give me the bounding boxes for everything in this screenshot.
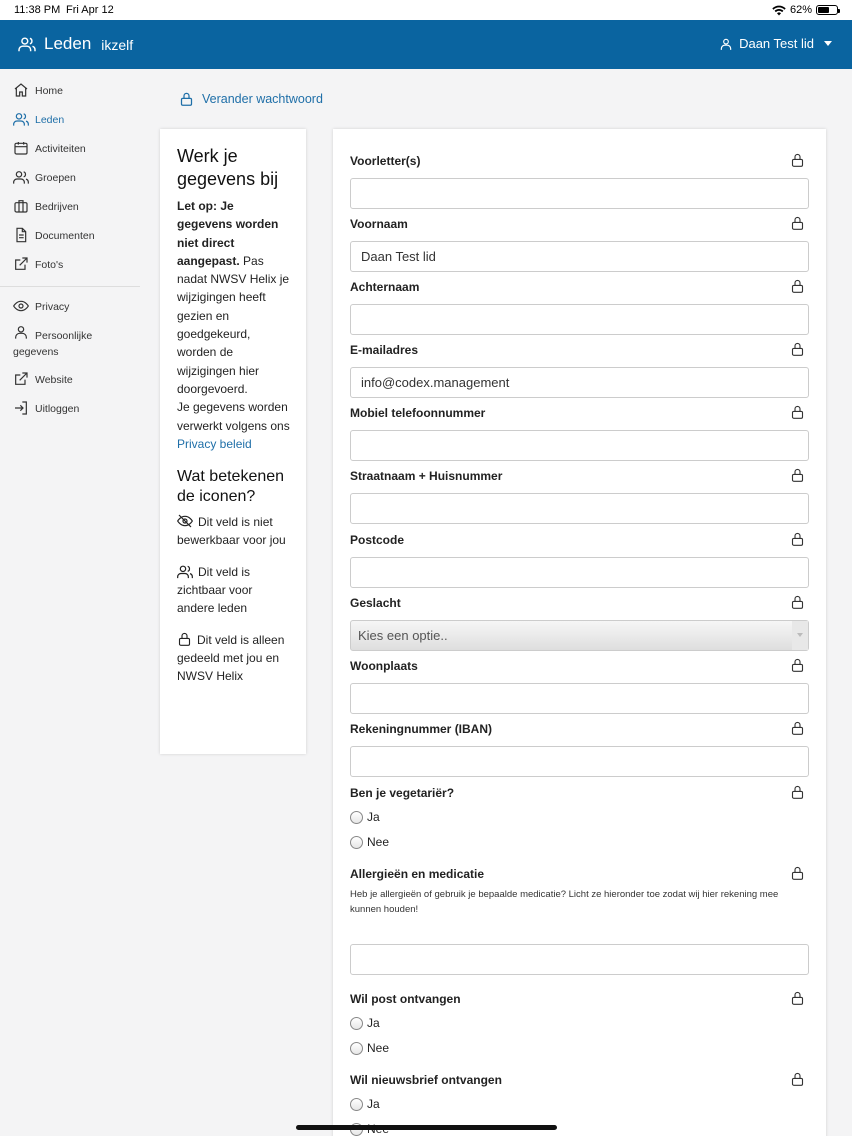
privacy-link[interactable]: Privacy beleid — [177, 436, 252, 451]
post-radio-nee[interactable] — [350, 1041, 389, 1055]
sidebar-item-label: Bedrijven — [35, 201, 79, 213]
header-brand[interactable] — [18, 34, 133, 54]
field-label: Wil nieuwsbrief ontvangen — [350, 1073, 502, 1087]
field-postcode — [350, 533, 809, 549]
gender-select-value: Kies een optie.. — [358, 628, 448, 643]
sidebar-item-label: Leden — [35, 114, 65, 126]
field-nieuwsbrief — [350, 1073, 809, 1111]
field-label: Ben je vegetariër? — [350, 786, 455, 800]
calendar-icon — [13, 140, 29, 156]
logout-icon — [13, 400, 29, 416]
lock-icon — [790, 152, 805, 168]
users-icon — [13, 169, 29, 185]
sidebar-item-label: Documenten — [35, 230, 95, 242]
eye-icon — [13, 298, 29, 314]
sidebar-item-label: Activiteiten — [35, 143, 86, 155]
sidebar-item-documenten[interactable] — [0, 222, 140, 251]
eye-off-icon — [177, 513, 193, 529]
field-label: Voornaam — [350, 217, 408, 231]
external-link-icon — [13, 371, 29, 387]
radio-circle — [350, 1042, 363, 1055]
field-label: Straatnaam + Huisnummer — [350, 469, 503, 483]
postcode-input[interactable] — [350, 557, 809, 588]
info-note-text: Pas nadat NWSV Helix je wijzigingen heeft gezien en goedgekeurd, worden de wijzigingen hier doorgevoerd. — [177, 253, 290, 396]
icons-title: Wat betekenen de iconen? — [177, 468, 285, 506]
sidebar-item-label: Groepen — [35, 172, 76, 184]
battery-icon — [816, 5, 838, 15]
sidebar-item-label: Privacy — [35, 301, 70, 313]
sidebar-item-leden[interactable] — [0, 106, 140, 135]
privacy-text: Je gegevens worden verwerkt volgens ons — [177, 400, 290, 433]
achternaam-input[interactable] — [350, 304, 809, 335]
sidebar-item-home[interactable] — [0, 77, 140, 106]
radio-label: Nee — [367, 835, 390, 849]
home-indicator[interactable] — [296, 1125, 557, 1130]
allergies-input[interactable] — [350, 944, 809, 975]
users-icon — [18, 36, 36, 52]
sidebar-item-label: Persoonlijke — [35, 330, 93, 342]
field-iban — [350, 722, 809, 738]
field-woonplaats — [350, 659, 809, 675]
external-link-icon — [13, 256, 29, 272]
lock-icon — [790, 404, 805, 420]
legend-item-visible — [177, 563, 290, 618]
sidebar-item-groepen[interactable] — [0, 164, 140, 193]
voornaam-input[interactable]: Daan Test lid — [350, 241, 809, 272]
wifi-icon — [772, 5, 786, 16]
radio-circle — [350, 836, 363, 849]
user-menu[interactable] — [719, 36, 832, 51]
sidebar — [0, 69, 140, 424]
lock-icon — [790, 657, 805, 673]
legend-text: Dit veld is zichtbaar voor andere leden — [177, 564, 253, 616]
lock-icon — [790, 1071, 805, 1087]
header-subtitle: ikzelf — [101, 37, 134, 53]
lock-icon — [790, 215, 805, 231]
lock-icon — [790, 467, 805, 483]
radio-circle — [350, 1098, 363, 1111]
field-label: Voorletter(s) — [350, 154, 421, 168]
sidebar-item-label: Home — [35, 85, 64, 97]
lock-icon — [790, 278, 805, 294]
iban-input[interactable] — [350, 746, 809, 777]
field-achternaam — [350, 280, 809, 296]
field-voornaam — [350, 217, 809, 264]
lock-icon — [790, 720, 805, 736]
profile-form — [333, 129, 826, 1136]
street-input[interactable] — [350, 493, 809, 524]
info-title: Werk je gegevens bij — [177, 146, 279, 189]
vegetarier-radio-nee[interactable] — [350, 835, 389, 849]
field-help-text: Heb je allergieën of gebruik je bepaalde medicatie? Licht ze hieronder toe zodat wij hier rekening mee kunnen houden! — [350, 889, 779, 915]
field-vegetarier — [350, 786, 809, 849]
voorletters-input[interactable] — [350, 178, 809, 209]
phone-input[interactable] — [350, 430, 809, 461]
field-label: Mobiel telefoonnummer — [350, 406, 486, 420]
radio-label: Ja — [367, 1016, 380, 1030]
document-icon — [13, 227, 29, 243]
legend-text: Dit veld is niet bewerkbaar voor jou — [177, 515, 286, 548]
field-label: Achternaam — [350, 280, 420, 294]
user-icon — [13, 324, 29, 340]
radio-circle — [350, 1017, 363, 1030]
sidebar-item-label: Foto's — [35, 259, 64, 271]
briefcase-icon — [13, 198, 29, 214]
vegetarier-radio-ja[interactable] — [350, 810, 380, 824]
info-note-bold: Let op: Je gegevens worden niet direct aangepast. — [177, 199, 279, 268]
radio-circle — [350, 811, 363, 824]
legend-item-not-editable — [177, 513, 290, 550]
lock-icon — [790, 990, 805, 1006]
radio-label: Nee — [367, 1041, 390, 1055]
change-password-link[interactable] — [179, 91, 323, 107]
sidebar-divider — [0, 286, 140, 287]
field-label: E-mailadres — [350, 343, 419, 357]
sidebar-item-privacy[interactable] — [0, 293, 140, 322]
field-post — [350, 992, 809, 1055]
field-mobiel — [350, 406, 809, 422]
sidebar-item-fotos[interactable] — [0, 251, 140, 280]
sidebar-item-label: gegevens — [13, 346, 59, 358]
radio-label: Ja — [367, 810, 380, 824]
lock-icon — [790, 341, 805, 357]
legend-item-private — [177, 631, 290, 686]
field-email — [350, 343, 809, 390]
status-time: 11:38 PM — [14, 4, 61, 16]
sidebar-item-label: Website — [35, 374, 73, 386]
lock-icon — [790, 531, 805, 547]
field-label: Woonplaats — [350, 659, 418, 673]
sidebar-item-persoonlijke-gegevens[interactable] — [0, 322, 140, 366]
user-icon — [719, 37, 733, 51]
field-label: Postcode — [350, 533, 405, 547]
field-label: Geslacht — [350, 596, 401, 610]
sidebar-item-website[interactable] — [0, 366, 140, 395]
users-icon — [177, 564, 193, 579]
info-note — [177, 197, 290, 453]
lock-icon — [177, 631, 192, 647]
sidebar-item-label: Uitloggen — [35, 403, 80, 415]
lock-icon — [179, 91, 194, 107]
app-header — [0, 20, 852, 69]
field-label: Allergieën en medicatie — [350, 867, 485, 881]
chevron-down-icon — [792, 621, 808, 650]
info-card — [160, 129, 306, 754]
field-straat — [350, 469, 809, 485]
change-password-label: Verander wachtwoord — [202, 92, 323, 106]
user-name: Daan Test lid — [739, 36, 814, 51]
email-input[interactable]: info@codex.management — [350, 367, 809, 398]
lock-icon — [790, 594, 805, 610]
legend-text: Dit veld is alleen gedeeld met jou en NWSV Helix — [177, 632, 285, 684]
field-label: Rekeningnummer (IBAN) — [350, 722, 493, 736]
battery-percent: 62% — [789, 4, 812, 16]
chevron-down-icon — [824, 41, 832, 46]
field-allergieen — [350, 867, 809, 915]
sidebar-item-uitloggen[interactable] — [0, 395, 140, 424]
field-geslacht — [350, 596, 809, 643]
users-icon — [13, 111, 29, 127]
field-voorletters — [350, 154, 809, 170]
radio-label: Ja — [367, 1097, 380, 1111]
header-title: Leden — [44, 34, 92, 53]
status-date: Fri Apr 12 — [66, 4, 114, 16]
post-radio-ja[interactable] — [350, 1016, 380, 1030]
status-bar — [0, 0, 852, 20]
lock-icon — [790, 784, 805, 800]
sidebar-item-bedrijven[interactable] — [0, 193, 140, 222]
home-icon — [13, 82, 29, 98]
sidebar-item-activiteiten[interactable] — [0, 135, 140, 164]
gender-select[interactable] — [350, 620, 809, 651]
city-input[interactable] — [350, 683, 809, 714]
field-label: Wil post ontvangen — [350, 992, 461, 1006]
lock-icon — [790, 865, 805, 881]
nieuwsbrief-radio-ja[interactable] — [350, 1097, 380, 1111]
